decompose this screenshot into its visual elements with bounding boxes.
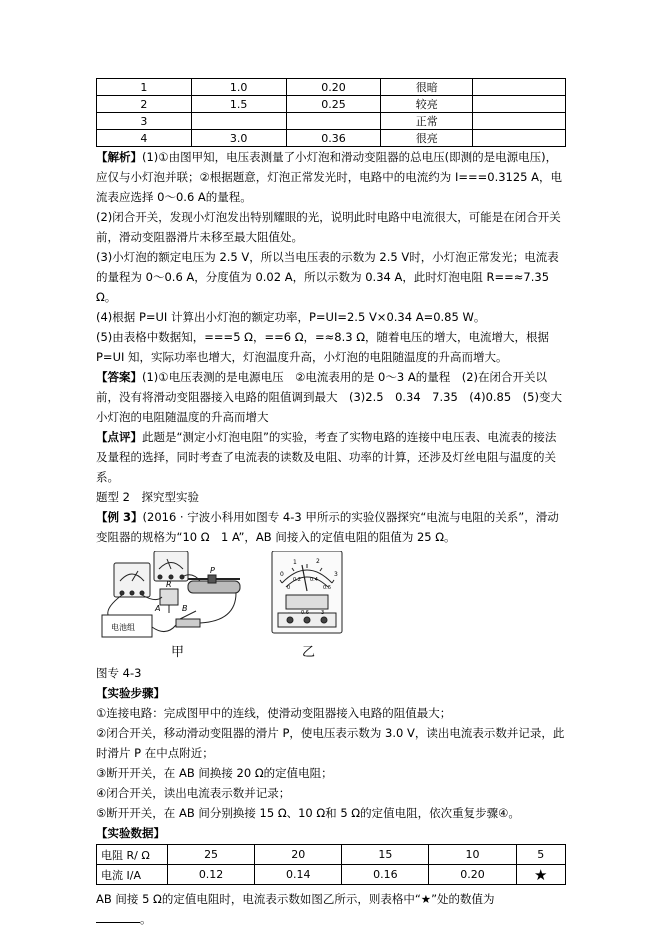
battery-box-label: 电池组 [111,623,135,632]
figure-label-b: 乙 [302,645,316,660]
analysis-paragraph-5: (5)由表格中数据知，===5 Ω，==6 Ω，=≈8.3 Ω，随着电压的增大，电流增大，根据 P=UI 知，实际功率也增大，灯泡温度升高，小灯泡的电阻随温度的升高而增大。 [96,330,549,364]
svg-text:2: 2 [316,558,320,565]
analysis-tag: 【解析】 [96,150,142,164]
svg-text:0: 0 [280,571,284,578]
star-cell: ★ [516,865,565,885]
label-r-text: R [166,580,172,589]
svg-text:0: 0 [287,585,291,591]
label-a-text: A [155,604,161,613]
comment-paragraph: 【点评】此题是“测定小灯泡电阻”的实验，考查了实物电路的连接中电压表、电流表的接法及量程的选择，同时考查了电流表的读数及电阻、功率的计算，还涉及灯丝电阻与温度的关系。 [96,430,557,484]
table-row: 3 正常 [97,113,566,130]
step-item: ①连接电路：完成图甲中的连线，使滑动变阻器接入电路的阻值最大； [96,706,452,720]
label-b-text: B [182,604,188,613]
table-row: 电阻 R/ Ω 25 20 15 10 5 [97,845,566,865]
ammeter-dial-icon [272,551,342,633]
svg-text:0.6: 0.6 [301,610,309,616]
answer-paragraph: 【答案】(1)①电压表测的是电源电压 ②电流表用的是 0～3 A的量程 (2)在闭合开关以前，没有将滑动变阻器接入电路的阻值调到最大 (3)2.5 0.34 7.35 (4)0.85 (5)变大 小灯泡的电阻随温度的升高而增大 [96,370,574,424]
table-row: 1 1.0 0.20 很暗 [97,79,566,96]
topic-heading: 题型 2 探究型实验 [96,490,199,504]
label-p-text: P [210,566,215,575]
example-tag: 【例 3】 [96,510,143,524]
comment-tag: 【点评】 [96,430,142,444]
table-row: 电流 I/A 0.12 0.14 0.16 0.20 ★ [97,865,566,885]
row-label-resistance: 电阻 R/ Ω [97,845,168,865]
analysis-paragraph-2: (2)闭合开关，发现小灯泡发出特别耀眼的光，说明此时电路中电流很大，可能是在闭合开关前，滑动变阻器滑片未移至最大阻值处。 [96,210,561,244]
figure-caption: 图专 4-3 [96,666,142,680]
resistor-icon [160,589,178,605]
steps-heading: 【实验步骤】 [96,686,165,700]
example-paragraph: 【例 3】(2016 · 宁波小科用如图专 4-3 甲所示的实验仪器探究“电流与电阻的关系”，滑动变阻器的规格为“10 Ω 1 A”，AB 间接入的定值电阻的阻值为 25 Ω。 [96,510,559,544]
svg-text:0.4: 0.4 [310,577,318,583]
svg-text:0.6: 0.6 [323,585,331,591]
step-item: ⑤断开开关，在 AB 间分别换接 15 Ω、10 Ω和 5 Ω的定值电阻，依次重复步骤④。 [96,806,520,820]
circuit-illustration [96,551,566,643]
step-item: ④闭合开关，读出电流表示数并记录； [96,786,291,800]
table-row: 4 3.0 0.36 很亮 [97,130,566,147]
table-row: 2 1.5 0.25 较亮 [97,96,566,113]
switch-icon [176,619,200,627]
analysis-paragraph-3: (3)小灯泡的额定电压为 2.5 V，所以当电压表的示数为 2.5 V时，小灯泡正常发光；电流表的量程为 0～0.6 A，分度值为 0.02 A，所以示数为 0.34 A，此时灯泡电阻 R==≈7.35 Ω。 [96,250,559,304]
experiment-figure [96,551,566,663]
row-label-current: 电流 I/A [97,865,168,885]
data-table [96,844,566,885]
svg-text:-: - [288,610,290,616]
figure-label-a: 甲 [171,645,185,660]
answer-blank[interactable] [96,910,140,923]
svg-text:3: 3 [334,571,338,578]
svg-text:3: 3 [321,610,325,616]
question-paragraph: AB 间接 5 Ω的定值电阻时，电流表示数如图乙所示，则表格中“★”处的数值为 。 [96,892,495,926]
answer-tag: 【答案】 [96,370,142,384]
analysis-paragraph-4: (4)根据 P=UI 计算出小灯泡的额定功率，P=UI=2.5 V×0.34 A=0.85 W。 [96,310,486,324]
svg-text:1: 1 [293,559,297,566]
analysis-paragraph-1: 【解析】(1)①由图甲知，电压表测量了小灯泡和滑动变阻器的总电压(即测的是电源电压)，应仅与小灯泡并联；②根据题意，灯泡正常发光时，电路中的电流约为 I===0.3125 A，电流表应选择 0～0.6 A的量程。 [96,150,563,204]
document-page [96,78,574,929]
svg-text:0.2: 0.2 [293,577,301,583]
measurement-table [96,78,566,147]
step-item: ②闭合开关，移动滑动变阻器的滑片 P，使电压表示数为 3.0 V，读出电流表示数并记录，此时滑片 P 在中点附近； [96,726,565,760]
step-item: ③断开开关，在 AB 间换接 20 Ω的定值电阻； [96,766,333,780]
data-heading: 【实验数据】 [96,826,165,840]
